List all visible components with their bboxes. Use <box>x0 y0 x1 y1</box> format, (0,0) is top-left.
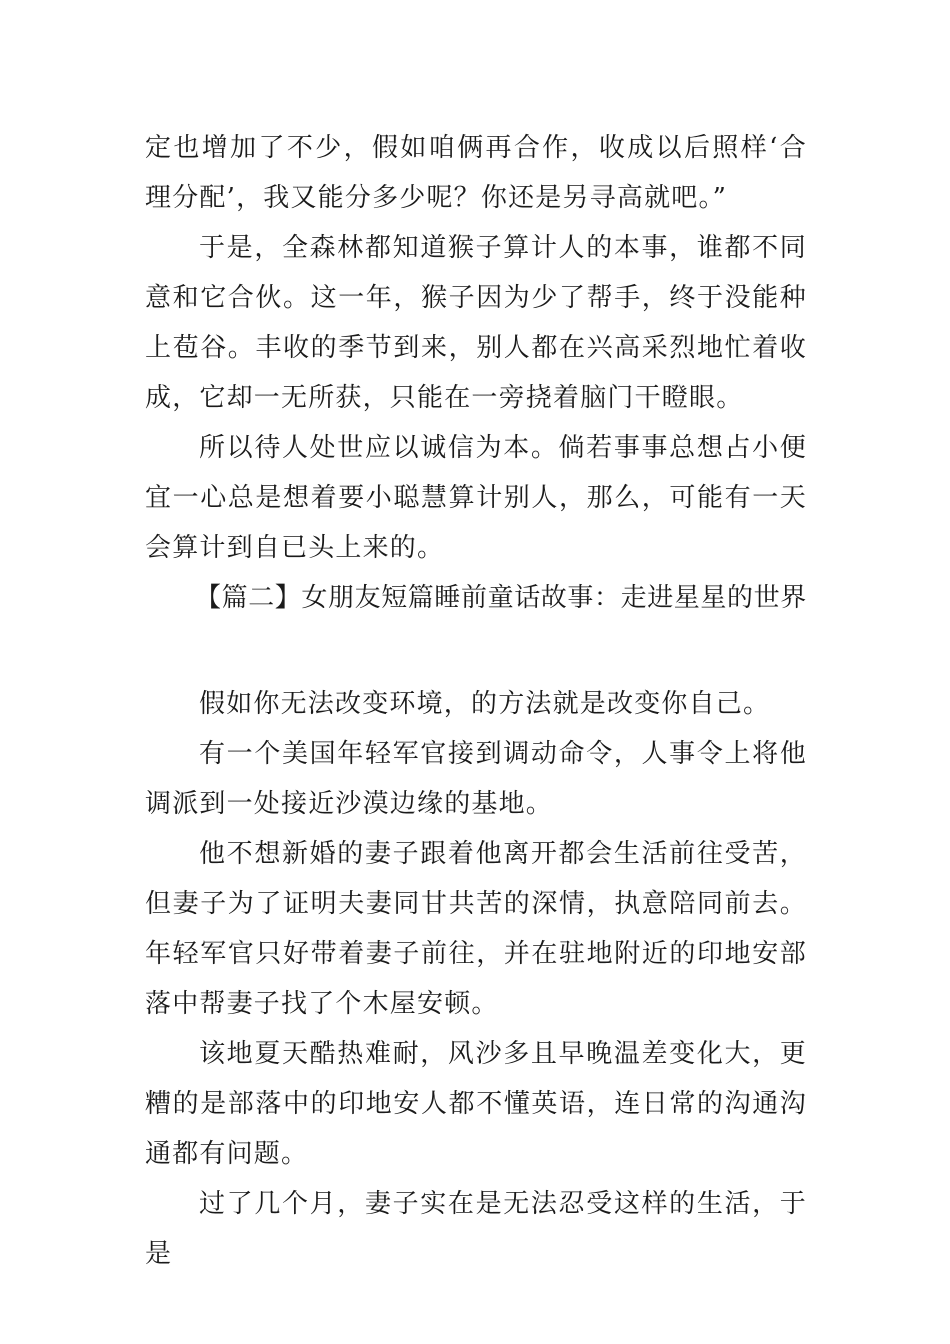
section-heading: 【篇二】女朋友短篇睡前童话故事：走进星星的世界 <box>195 583 807 613</box>
spacer <box>145 623 807 679</box>
paragraph: 他不想新婚的妻子跟着他离开都会生活前往受苦，但妻子为了证明夫妻同甘共苦的深情，执意陪同前去。年轻军官只好带着妻子前往，并在驻地附近的印地安部落中帮妻子找了个木屋安顿。 <box>145 839 807 1019</box>
paragraph: 假如你无法改变环境，的方法就是改变你自己。 <box>199 689 771 719</box>
paragraph-continuation: 定也增加了不少，假如咱俩再合作，收成以后照样‘合理分配’，我又能分多少呢？你还是另寻高就吧。” <box>145 133 807 213</box>
document-page <box>145 123 807 1279</box>
paragraph: 有一个美国年轻军官接到调动命令，人事令上将他调派到一处接近沙漠边缘的基地。 <box>145 739 807 819</box>
paragraph: 所以待人处世应以诚信为本。倘若事事总想占小便宜一心总是想着要小聪慧算计别人，那么，可能有一天会算计到自已头上来的。 <box>145 433 807 563</box>
paragraph: 该地夏天酷热难耐，风沙多且早晚温差变化大，更糟的是部落中的印地安人都不懂英语，连日常的沟通沟通都有问题。 <box>145 1039 807 1169</box>
paragraph: 于是，全森林都知道猴子算计人的本事，谁都不同意和它合伙。这一年，猴子因为少了帮手，终于没能种上苞谷。丰收的季节到来，别人都在兴高采烈地忙着收成，它却一无所获，只能在一旁挠着脑门干瞪眼。 <box>145 233 807 413</box>
paragraph: 过了几个月，妻子实在是无法忍受这样的生活，于是 <box>145 1189 807 1269</box>
